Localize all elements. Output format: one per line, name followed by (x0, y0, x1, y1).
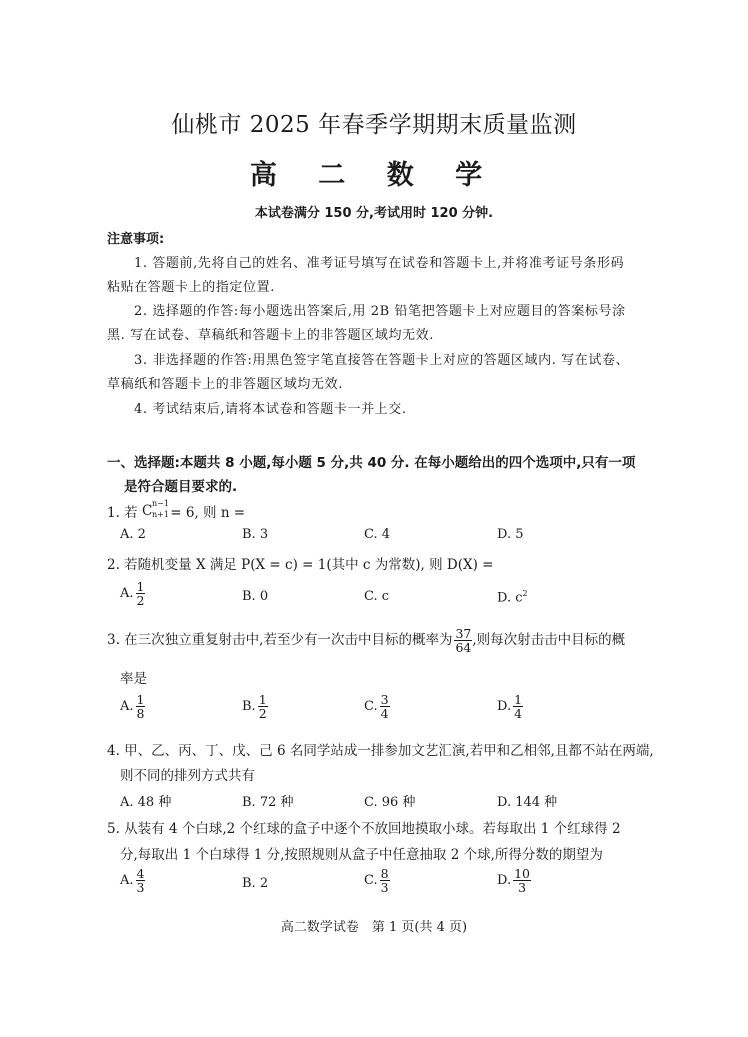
q1-option-a: A. 2 (120, 527, 146, 542)
section-heading: 一、选择题:本题共 8 小题,每小题 5 分,共 40 分. 在每小题给出的四个选项中,只有一项 (107, 455, 636, 471)
fraction: $\frac{1}{2}$ (136, 579, 145, 609)
q3-option-a: A. $\frac{1}{8}$ (120, 692, 145, 722)
question-4-stem: 4. 甲、乙、丙、丁、戊、己 6 名同学站成一排参加文艺汇演,若甲和乙相邻,且都不站在两端, (107, 743, 654, 759)
notice-heading: 注意事项: (107, 232, 165, 247)
page-footer: 高二数学试卷 第 1 页(共 4 页) (280, 920, 468, 935)
question-2-stem: 2. 若随机变量 X 满足 P(X = c) = 1(其中 c 为常数), 则 D(X) = (107, 557, 494, 573)
q5-option-b: B. 2 (242, 876, 269, 891)
q2-option-a: A. $\frac{1}{2}$ (120, 579, 145, 609)
q2-option-b: B. 0 (242, 589, 269, 604)
notice-line: 粘贴在答题卡上的指定位置. (107, 280, 275, 295)
q5-option-a: A. $\frac{4}{3}$ (120, 866, 145, 896)
question-4-stem-cont: 则不同的排列方式共有 (120, 768, 255, 784)
notice-line: 黑. 写在试卷、草稿纸和答题卡上的非答题区域均无效. (107, 328, 434, 343)
combination-symbol: C n−1 n+1 (141, 499, 169, 519)
q3-option-c: C. $\frac{3}{4}$ (364, 692, 389, 722)
q5-option-c: C. $\frac{8}{3}$ (364, 866, 389, 896)
fraction: $\frac{10}{3}$ (514, 866, 530, 896)
q2-option-d: D. $c^2$ (497, 589, 528, 606)
notice-line: 草稿纸和答题卡上的非答题区域均无效. (107, 377, 343, 392)
fraction: $\frac{8}{3}$ (380, 866, 389, 896)
fraction: $\frac{1}{2}$ (258, 692, 267, 722)
question-3-stem: 3. 在三次独立重复射击中,若至少有一次击中目标的概率为 $\frac{37}{64}$ ,则每次射击击中目标的概 (107, 626, 626, 656)
q3-option-d: D. $\frac{1}{4}$ (497, 692, 523, 722)
subject-title: 高 二 数 学 (249, 160, 499, 191)
q1-option-d: D. 5 (497, 527, 524, 542)
q1-option-b: B. 3 (242, 527, 269, 542)
exam-title: 仙桃市 2025 年春季学期期末质量监测 (171, 112, 577, 138)
notice-line: 2. 选择题的作答:每小题选出答案后,用 2B 铅笔把答题卡上对应题目的答案标号涂 (134, 304, 626, 319)
question-1-stem: 1. 若 C n−1 n+1 = 6, 则 n = (107, 499, 246, 521)
notice-line: 4. 考试结束后,请将本试卷和答题卡一并上交. (134, 402, 407, 417)
q3-option-b: B. $\frac{1}{2}$ (242, 692, 267, 722)
question-5-stem-cont: 分,每取出 1 个白球得 1 分,按照规则从盒子中任意抽取 2 个球,所得分数的期望为 (120, 847, 603, 863)
section-heading-cont: 是符合题目要求的. (124, 479, 238, 495)
fraction: $\frac{1}{4}$ (514, 692, 523, 722)
notice-line: 1. 答题前,先将自己的姓名、准考证号填写在试卷和答题卡上,并将准考证号条形码 (134, 256, 625, 271)
notice-line: 3. 非选择题的作答:用黑色签字笔直接答在答题卡上对应的答题区域内. 写在试卷、 (134, 353, 630, 368)
fraction: $\frac{4}{3}$ (136, 866, 145, 896)
q1-option-c: C. 4 (364, 527, 391, 542)
fraction: $\frac{37}{64}$ (455, 626, 472, 656)
question-5-stem: 5. 从装有 4 个白球,2 个红球的盒子中逐个不放回地摸取小球。若每取出 1 个红球得 2 (107, 821, 621, 837)
q4-option-d: D. 144 种 (497, 795, 558, 810)
q4-option-c: C. 96 种 (364, 795, 416, 810)
fraction: $\frac{1}{8}$ (136, 692, 145, 722)
q4-option-b: B. 72 种 (242, 795, 294, 810)
fraction: $\frac{3}{4}$ (380, 692, 389, 722)
score-time-line: 本试卷满分 150 分,考试用时 120 分钟. (254, 206, 494, 221)
q5-option-d: D. $\frac{10}{3}$ (497, 866, 530, 896)
q4-option-a: A. 48 种 (120, 795, 172, 810)
question-3-stem-cont: 率是 (120, 671, 147, 687)
q2-option-c: C. c (364, 589, 390, 604)
